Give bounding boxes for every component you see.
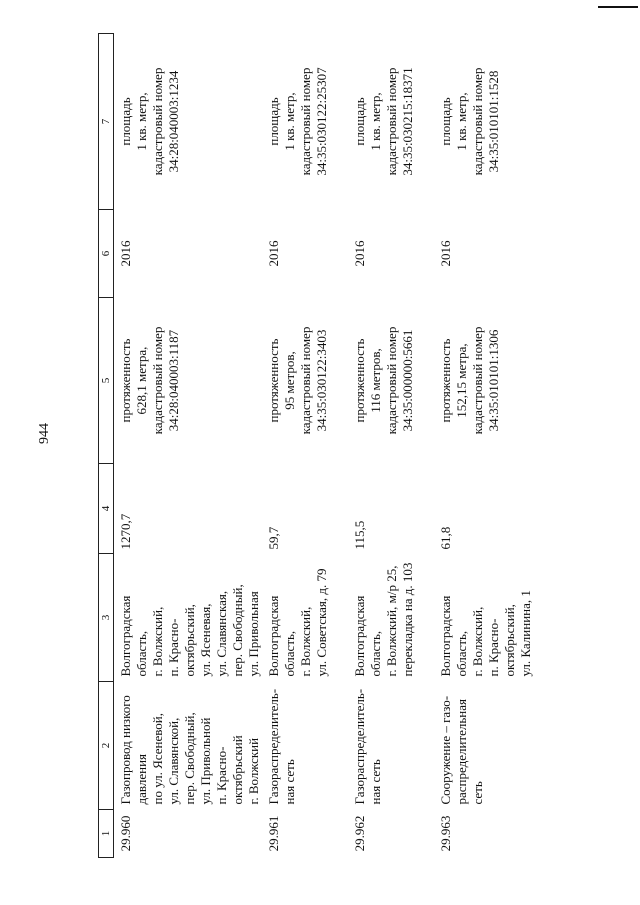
cell-year: 2016 xyxy=(352,240,367,267)
cell-land: площадь 1 кв. метр, кадастровый номер 34:28:040003:1234 xyxy=(118,67,181,176)
cell-land: площадь 1 кв. метр, кадастровый номер 34:35:030122:25307 xyxy=(266,67,329,176)
cell-value: 1270,7 xyxy=(118,513,133,550)
cell-number: 29.960 xyxy=(118,815,133,852)
page-number: 944 xyxy=(37,423,52,444)
cell-value: 59,7 xyxy=(266,526,281,550)
cell-number: 29.962 xyxy=(352,815,367,852)
column-header: 2 xyxy=(99,682,114,810)
column-header: 5 xyxy=(99,298,114,464)
cell-land: площадь 1 кв. метр, кадастровый номер 34:35:030215:18371 xyxy=(352,67,415,176)
cell-year: 2016 xyxy=(266,240,281,267)
table-row xyxy=(434,34,534,858)
cell-name: Газораспределитель- ная сеть xyxy=(352,688,383,805)
table-row xyxy=(348,34,434,858)
cell-characteristics: протяженность 628,1 метра, кадастровый номер 34:28:040003:1187 xyxy=(118,326,181,435)
cell-characteristics: протяженность 116 метров, кадастровый номер 34:35:000000:5661 xyxy=(352,326,415,435)
column-header: 7 xyxy=(99,34,114,210)
column-header: 1 xyxy=(99,810,114,858)
column-header: 6 xyxy=(99,210,114,298)
cell-land: площадь 1 кв. метр, кадастровый номер 34:35:010101:1528 xyxy=(438,67,501,176)
cell-year: 2016 xyxy=(438,240,453,267)
cell-value: 61,8 xyxy=(438,526,453,550)
cell-address: Волгоградская область, г. Волжский, п. Красно- октябрьский, ул. Калинина, 1 xyxy=(438,590,533,677)
cell-characteristics: протяженность 95 метров, кадастровый номер 34:35:030122:3403 xyxy=(266,326,329,435)
cell-characteristics: протяженность 152,15 метра, кадастровый номер 34:35:010101:1306 xyxy=(438,326,501,435)
cell-name: Газораспределитель- ная сеть xyxy=(266,688,297,805)
table-row xyxy=(114,34,263,858)
cell-value: 115,5 xyxy=(352,520,367,550)
cell-address: Волгоградская область, г. Волжский, ул. Советская, д. 79 xyxy=(266,568,329,677)
cell-name: Газопровод низкого давления по ул. Ясеневой, ул. Славянской, пер. Свободный, ул. Привольной п. Красно- октябрьский г. Волжский xyxy=(118,695,261,805)
column-header: 4 xyxy=(99,464,114,554)
corner-mark xyxy=(598,6,638,8)
cell-number: 29.961 xyxy=(266,815,281,852)
header-row xyxy=(99,34,114,858)
cell-number: 29.963 xyxy=(438,815,453,852)
rotated-table-container xyxy=(98,34,560,858)
column-header: 3 xyxy=(99,554,114,682)
table-row xyxy=(262,34,348,858)
property-table xyxy=(98,33,534,858)
cell-address: Волгоградская область, г. Волжский, п. Красно- октябрьский, ул. Ясеневая, ул. Славянская, пер. Свободный, ул. Привольная xyxy=(118,584,261,677)
cell-year: 2016 xyxy=(118,240,133,267)
cell-name: Сооружение – газо- распределительная сеть xyxy=(438,695,485,805)
cell-address: Волгоградская область, г. Волжский, м/р 25, перекладка на д. 103 xyxy=(352,562,415,677)
